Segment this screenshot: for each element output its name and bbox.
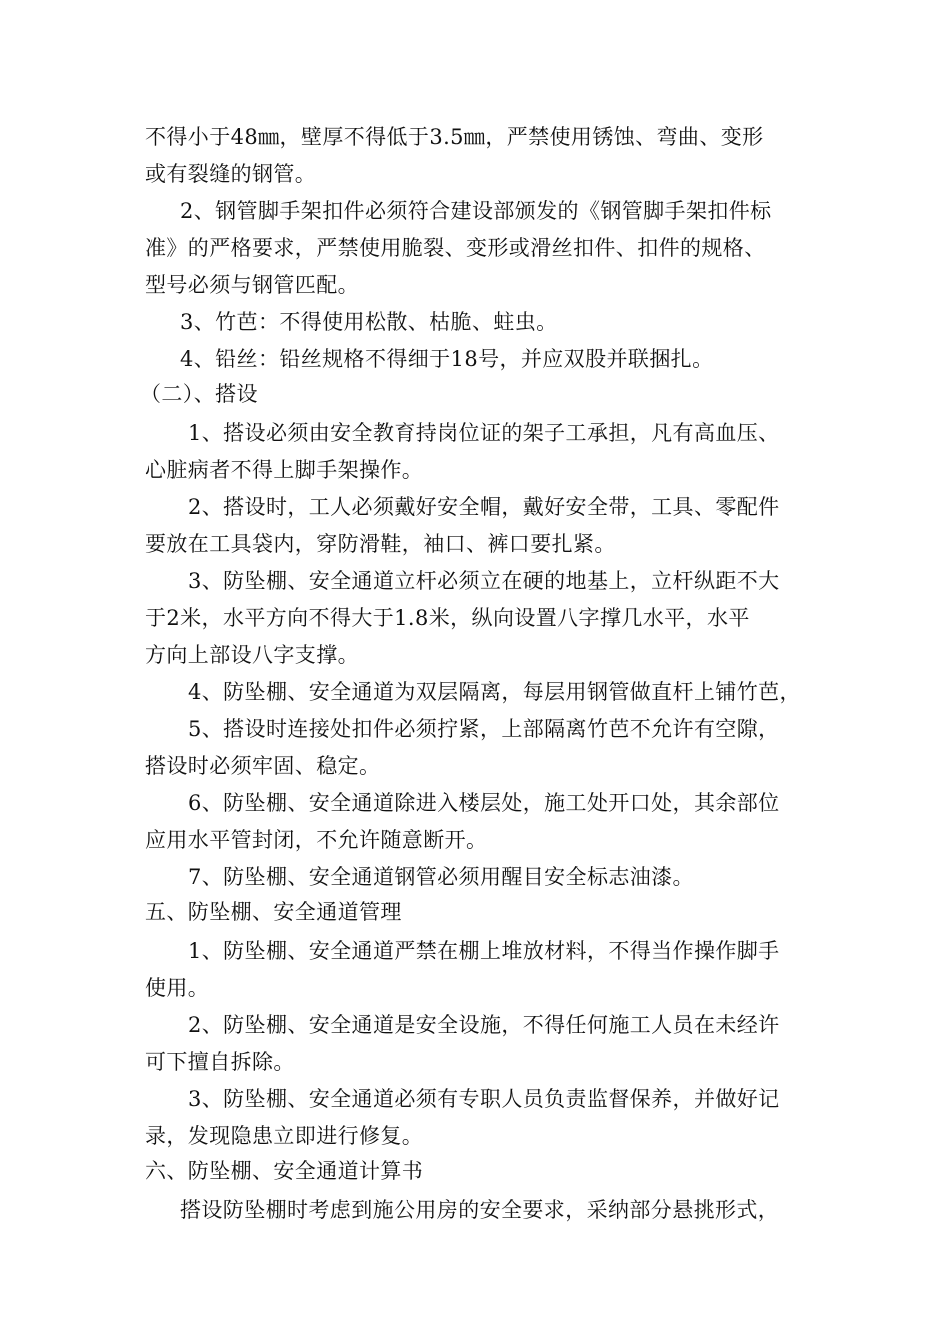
text-line: 可下擅自拆除。 (145, 1050, 295, 1074)
text-line: 使用。 (145, 976, 210, 1000)
text-line: 应用水平管封闭，不允许随意断开。 (145, 828, 488, 852)
text-line: 或有裂缝的钢管。 (145, 162, 317, 186)
text-line: 2、钢管脚手架扣件必须符合建设部颁发的《钢管脚手架扣件标 (180, 199, 772, 223)
text-line: 2、防坠棚、安全通道是安全设施，不得任何施工人员在未经许 (188, 1013, 780, 1037)
text-line: 型号必须与钢管匹配。 (145, 273, 359, 297)
text-line: 搭设时必须牢固、稳定。 (145, 754, 381, 778)
text-line: 方向上部设八字支撑。 (145, 643, 359, 667)
section-heading: （二）、搭设 (140, 382, 258, 406)
text-line: 4、防坠棚、安全通道为双层隔离，每层用钢管做直杆上铺竹芭， (188, 680, 801, 704)
text-line: 3、竹芭：不得使用松散、枯脆、蛀虫。 (180, 310, 558, 334)
text-line: 心脏病者不得上脚手架操作。 (145, 458, 424, 482)
text-line: 准》的严格要求，严禁使用脆裂、变形或滑丝扣件、扣件的规格、 (145, 236, 766, 260)
text-line: 要放在工具袋内，穿防滑鞋，袖口、裤口要扎紧。 (145, 532, 616, 556)
section-heading: 五、防坠棚、安全通道管理 (145, 900, 402, 924)
text-line: 搭设防坠棚时考虑到施公用房的安全要求，采纳部分悬挑形式， (180, 1198, 780, 1222)
text-line: 不得小于48㎜，壁厚不得低于3.5㎜，严禁使用锈蚀、弯曲、变形 (145, 125, 764, 149)
text-line: 6、防坠棚、安全通道除进入楼层处，施工处开口处，其余部位 (188, 791, 780, 815)
text-line: 于2米，水平方向不得大于1.8米，纵向设置八字撑几水平，水平 (145, 606, 750, 630)
text-line: 3、防坠棚、安全通道立杆必须立在硬的地基上，立杆纵距不大 (188, 569, 780, 593)
text-line: 4、铅丝：铅丝规格不得细于18号，并应双股并联捆扎。 (180, 347, 714, 371)
text-line: 1、防坠棚、安全通道严禁在棚上堆放材料，不得当作操作脚手 (188, 939, 780, 963)
text-line: 录，发现隐患立即进行修复。 (145, 1124, 424, 1148)
text-line: 3、防坠棚、安全通道必须有专职人员负责监督保养，并做好记 (188, 1087, 780, 1111)
text-line: 1、搭设必须由安全教育持岗位证的架子工承担，凡有高血压、 (188, 421, 780, 445)
section-heading: 六、防坠棚、安全通道计算书 (145, 1159, 424, 1183)
text-line: 5、搭设时连接处扣件必须拧紧，上部隔离竹芭不允许有空隙， (188, 717, 780, 741)
text-line: 2、搭设时，工人必须戴好安全帽，戴好安全带，工具、零配件 (188, 495, 780, 519)
text-line: 7、防坠棚、安全通道钢管必须用醒目安全标志油漆。 (188, 865, 694, 889)
